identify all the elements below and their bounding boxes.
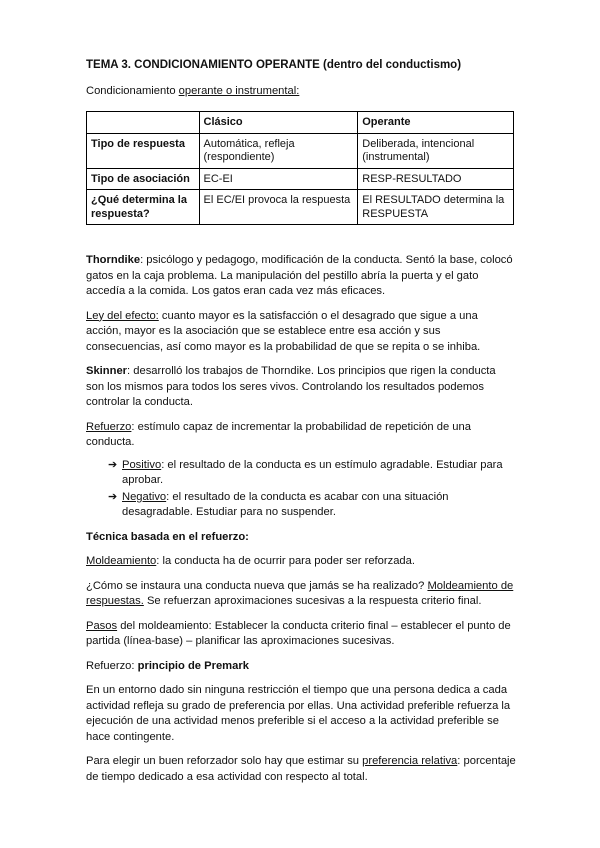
arrow-icon: ➔	[108, 458, 118, 471]
intro-prefix: Condicionamiento	[86, 84, 179, 97]
thorndike-paragraph	[86, 253, 516, 300]
table-cell: El EC/EI provoca la respuesta	[199, 190, 358, 225]
table-header-cell: Clásico	[199, 112, 358, 134]
arrow-icon: ➔	[108, 490, 118, 503]
pasos-paragraph	[86, 619, 516, 650]
table-header-cell: Operante	[358, 112, 514, 134]
bullet-term: Positivo	[122, 458, 162, 471]
entorno-paragraph: En un entorno dado sin ninguna restricción el tiempo que una persona dedica a cada actividad refleja su grado de preferencia por ellas. Una actividad preferible refuerza la ejecución de una actividad menos preferible si el acceso a la actividad preferible se hace contingente.	[86, 684, 511, 743]
table-row-label: Tipo de asociación	[87, 168, 200, 190]
refuerzo-paragraph	[86, 420, 516, 451]
pasos-text: del moldeamiento: Establecer la conducta criterio final – establecer el punto de partida (línea-base) – planificar las aproximaciones sucesivas.	[86, 619, 511, 647]
skinner-paragraph	[86, 364, 516, 411]
table-row-label: ¿Qué determina la respuesta?	[87, 190, 200, 225]
intro-underlined: operante o instrumental:	[178, 84, 300, 97]
pregunta-underlined: Moldeamiento de respuestas.	[86, 579, 514, 607]
list-item	[108, 490, 516, 521]
moldeamiento-paragraph	[86, 554, 516, 570]
table-cell: Deliberada, intencional (instrumental)	[358, 133, 514, 168]
bullet-text: : el resultado de la conducta es acabar con una situación desagradable. Estudiar para no suspender.	[122, 490, 449, 518]
skinner-term: Skinner	[86, 365, 128, 377]
table-cell: EC-EI	[199, 168, 358, 190]
table-cell: RESP-RESULTADO	[358, 168, 514, 190]
ley-efecto-paragraph	[86, 309, 516, 356]
table-row	[87, 133, 514, 168]
pregunta-prefix: ¿Cómo se instaura una conducta nueva que jamás se ha realizado?	[86, 579, 428, 592]
table-row	[87, 168, 514, 190]
elegir-prefix: Para elegir un buen reforzador solo hay que estimar su	[86, 755, 363, 767]
premark-prefix: Refuerzo:	[86, 659, 138, 672]
premark-bold: principio de Premark	[137, 659, 249, 672]
refuerzo-list	[86, 458, 516, 521]
ley-efecto-text: cuanto mayor es la satisfacción o el desagrado que sigue a una acción, mayor es la asociación que se establece entre esa acción y sus consecuencias, así como mayor es la probabilidad de que se repita o se inhiba.	[86, 309, 481, 353]
pregunta-paragraph	[86, 579, 516, 610]
document-page	[86, 58, 516, 785]
thorndike-term: Thorndike	[86, 254, 141, 266]
table-cell: El RESULTADO determina la RESPUESTA	[358, 190, 514, 225]
thorndike-text: : psicólogo y pedagogo, modificación de la conducta. Sentó la base, colocó gatos en la caja problema. La manipulación del pestillo abría la puerta y el gato accedía a la comida. Los gatos eran cada vez más eficaces.	[86, 254, 513, 297]
elegir-underlined: preferencia relativa	[362, 755, 458, 767]
table-header-row	[87, 112, 514, 134]
skinner-text: : desarrolló los trabajos de Thorndike. Los principios que rigen la conducta son los mismos para todos los seres vivos. Controlando los resultados podemos controlar la conducta.	[86, 365, 496, 408]
table-header-cell	[87, 112, 200, 134]
table-cell: Automática, refleja (respondiente)	[199, 133, 358, 168]
ley-efecto-term: Ley del efecto:	[86, 309, 159, 322]
table-row	[87, 190, 514, 225]
list-item	[108, 458, 516, 489]
elegir-paragraph	[86, 754, 516, 785]
table-row-label: Tipo de respuesta	[87, 133, 200, 168]
bullet-term: Negativo	[122, 490, 167, 503]
pasos-term: Pasos	[86, 619, 118, 632]
elegir-suffix: : porcentaje de tiempo dedicado a esa actividad con respecto al total.	[86, 755, 516, 783]
page-title: TEMA 3. CONDICIONAMIENTO OPERANTE (dentro del conductismo)	[86, 59, 462, 71]
comparison-table	[86, 111, 514, 225]
intro-line	[86, 84, 516, 100]
refuerzo-text: : estímulo capaz de incrementar la probabilidad de repetición de una conducta.	[86, 420, 471, 448]
pregunta-suffix: Se refuerzan aproximaciones sucesivas a la respuesta criterio final.	[143, 595, 482, 607]
refuerzo-term: Refuerzo	[86, 420, 132, 433]
bullet-text: : el resultado de la conducta es un estímulo agradable. Estudiar para aprobar.	[122, 458, 503, 486]
moldeamiento-text: : la conducta ha de ocurrir para poder ser reforzada.	[156, 555, 415, 567]
moldeamiento-term: Moldeamiento	[86, 555, 157, 567]
premark-paragraph	[86, 659, 516, 675]
tecnica-heading: Técnica basada en el refuerzo:	[86, 530, 249, 543]
